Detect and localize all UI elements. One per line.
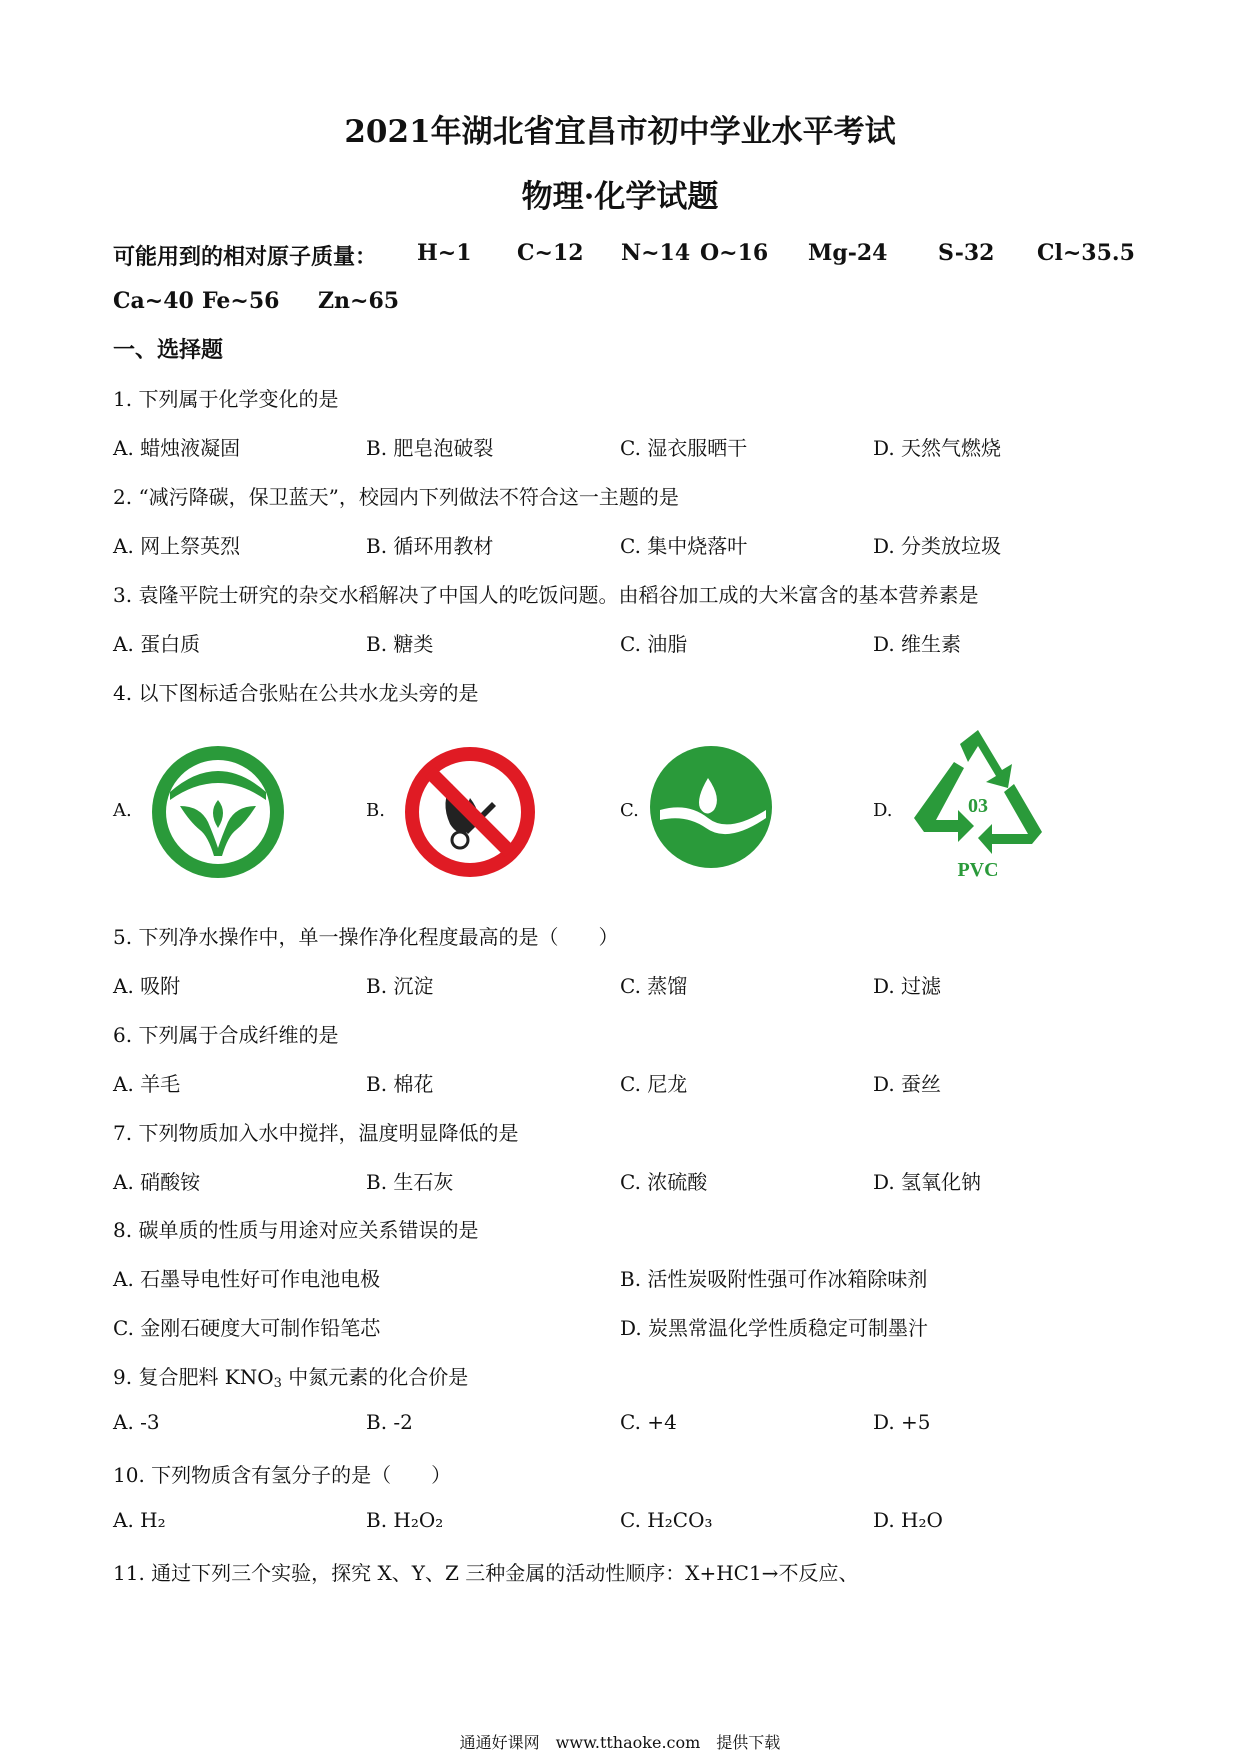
option-d: D. +5 <box>873 1410 931 1434</box>
recycle-label: PVC <box>957 859 999 881</box>
option-b: B. <box>366 800 385 821</box>
atomic-mass-item: S-32 <box>938 240 995 266</box>
question-stem: 8. 碳单质的性质与用途对应关系错误的是 <box>113 1218 479 1242</box>
atomic-mass-item: Zn~65 <box>318 288 400 314</box>
option-d: D. <box>873 800 893 821</box>
option-c: C. 油脂 <box>620 632 688 656</box>
option-a: A. -3 <box>113 1410 160 1434</box>
recycle-pvc-icon <box>906 726 1050 886</box>
atomic-mass-item: C~12 <box>517 240 584 266</box>
option-b: B. 棉花 <box>366 1072 434 1096</box>
option-a: A. 网上祭英烈 <box>113 534 241 558</box>
question-stem: 11. 通过下列三个实验，探究 X、Y、Z 三种金属的活动性顺序：X+HC1→不反应、 <box>113 1561 859 1585</box>
option-d: D. 炭黑常温化学性质稳定可制墨汁 <box>620 1316 929 1340</box>
question-stem: 5. 下列净水操作中，单一操作净化程度最高的是（ ） <box>113 925 619 949</box>
atomic-mass-label: 可能用到的相对原子质量： <box>113 244 378 270</box>
atomic-mass-item: H~1 <box>417 240 472 266</box>
option-a: A. 硝酸铵 <box>113 1170 201 1194</box>
subscript: 3 <box>273 1376 282 1391</box>
question-stem: 6. 下列属于合成纤维的是 <box>113 1023 339 1047</box>
option-a: A. 蛋白质 <box>113 632 201 656</box>
option-a: A. 羊毛 <box>113 1072 181 1096</box>
question-stem: 7. 下列物质加入水中搅拌，温度明显降低的是 <box>113 1121 519 1145</box>
atomic-mass-item: N~14 <box>621 240 691 266</box>
option-d: D. H₂O <box>873 1508 943 1532</box>
option-b: B. 肥皂泡破裂 <box>366 436 494 460</box>
option-b: B. -2 <box>366 1410 413 1434</box>
page-footer: 通通好课网 www.tthaoke.com 提供下载 <box>459 1733 781 1752</box>
exam-subtitle: 物理·化学试题 <box>521 179 719 215</box>
atomic-mass-item: Ca~40 <box>113 288 194 314</box>
option-c: C. H₂CO₃ <box>620 1508 713 1532</box>
option-d: D. 维生素 <box>873 632 962 656</box>
recycle-number: 03 <box>968 795 988 817</box>
question-stem: 3. 袁隆平院士研究的杂交水稻解决了中国人的吃饭问题。由稻谷加工成的大米富含的基本营养素是 <box>113 583 979 607</box>
option-d: D. 蚕丝 <box>873 1072 942 1096</box>
atomic-mass-item: Mg-24 <box>808 240 888 266</box>
option-a: A. 吸附 <box>113 974 181 998</box>
option-a: A. <box>113 800 132 821</box>
question-stem: 10. 下列物质含有氢分子的是（ ） <box>113 1463 452 1487</box>
option-b: B. 活性炭吸附性强可作冰箱除味剂 <box>620 1267 928 1291</box>
no-fire-icon <box>400 742 540 882</box>
option-b: B. 糖类 <box>366 632 434 656</box>
option-d: D. 氢氧化钠 <box>873 1170 982 1194</box>
option-c: C. 蒸馏 <box>620 974 688 998</box>
option-d: D. 过滤 <box>873 974 942 998</box>
question-stem: 2. “减污降碳，保卫蓝天”，校园内下列做法不符合这一主题的是 <box>113 485 679 509</box>
option-a: A. 石墨导电性好可作电池电极 <box>113 1267 381 1291</box>
question-stem: 4. 以下图标适合张贴在公共水龙头旁的是 <box>113 681 479 705</box>
option-d: D. 天然气燃烧 <box>873 436 1002 460</box>
atomic-mass-item: O~16 <box>700 240 769 266</box>
option-a: A. H₂ <box>113 1508 166 1532</box>
option-c: C. 湿衣服晒干 <box>620 436 748 460</box>
option-b: B. H₂O₂ <box>366 1508 444 1532</box>
atomic-mass-item: Fe~56 <box>202 288 280 314</box>
option-a: A. 蜡烛液凝固 <box>113 436 241 460</box>
option-c: C. <box>620 800 639 821</box>
option-b: B. 生石灰 <box>366 1170 454 1194</box>
exam-title: 2021年湖北省宜昌市初中学业水平考试 <box>344 114 896 150</box>
water-saving-icon <box>648 744 774 870</box>
option-c: C. 集中烧落叶 <box>620 534 748 558</box>
green-food-icon <box>150 744 286 880</box>
stem-text: 9. 复合肥料 KNO <box>113 1365 274 1389</box>
question-stem: 1. 下列属于化学变化的是 <box>113 387 339 411</box>
question-stem <box>113 1361 468 1390</box>
section-heading: 一、选择题 <box>113 337 224 363</box>
option-c: C. +4 <box>620 1410 677 1434</box>
option-c: C. 金刚石硬度大可制作铅笔芯 <box>113 1316 381 1340</box>
option-c: C. 浓硫酸 <box>620 1170 708 1194</box>
option-c: C. 尼龙 <box>620 1072 688 1096</box>
atomic-mass-item: Cl~35.5 <box>1037 240 1135 266</box>
option-b: B. 沉淀 <box>366 974 434 998</box>
stem-text: 中氮元素的化合价是 <box>281 1365 469 1389</box>
option-d: D. 分类放垃圾 <box>873 534 1002 558</box>
option-b: B. 循环用教材 <box>366 534 494 558</box>
